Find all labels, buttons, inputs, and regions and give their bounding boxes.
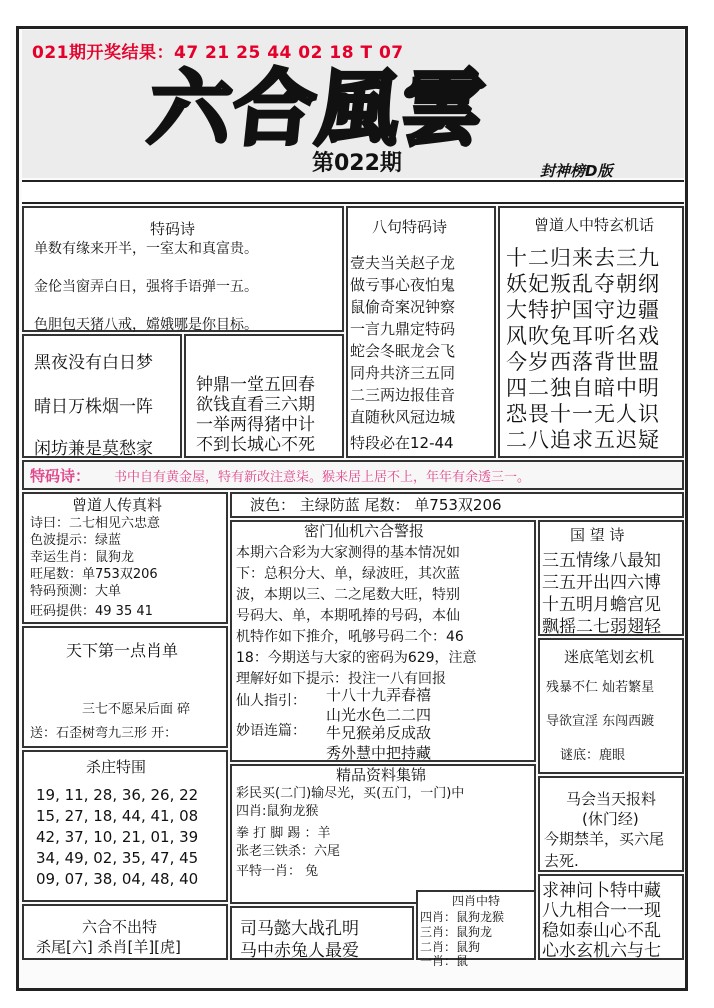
tianxia-title: 天下第一点肖单: [66, 641, 179, 660]
miaoyu-line: 牛兄猴弟反成敌: [326, 724, 432, 742]
eight-poem-line: 二三两边报佳音: [350, 386, 456, 404]
poem1-line: 色胆包天猪八戒，嫦娥哪是你目标。: [34, 317, 258, 333]
riddle-mid-line: 欲钱直看三六期: [196, 395, 315, 415]
riddle-mid-line: 不到长城心不死: [196, 435, 315, 455]
mahui-line: 今期禁羊，买六尾: [544, 830, 665, 848]
daoren-line: 十二归来去三九: [506, 246, 660, 270]
tema-strip-text: 书中自有黄金屋，特有新改注意柒。猴来居上居不上，年年有余透三一。: [114, 470, 531, 485]
shazhuang-row: 19, 11, 28, 36, 26, 22: [36, 786, 199, 804]
header-divider: [22, 180, 684, 204]
daoren-line: 四二独自暗中明: [506, 376, 660, 400]
logo-title: 六合風雲: [144, 61, 491, 157]
draw-result: 021期开奖结果：47 21 25 44 02 18 T 07: [32, 43, 404, 63]
eight-poem-title: 八句特码诗: [372, 218, 448, 236]
shazhuang-row: 15, 27, 18, 44, 41, 08: [36, 807, 199, 825]
eight-poem-line: 特段必在12-44: [350, 434, 454, 452]
riddle-line: 闲坊兼是莫愁家: [34, 439, 153, 459]
mahui-title: 马会当天报料: [566, 790, 657, 808]
daoren-line: 恐畏十一无人识: [506, 402, 660, 426]
poem1-line: 单数有缘来开半，一室太和真富贵。: [34, 241, 258, 257]
zeng-line: 特码预测：大单: [30, 584, 122, 599]
qiushen-line: 稳如泰山心不乱: [542, 921, 661, 941]
jingpin-line: 拳 打 脚 踢 ：羊: [236, 826, 331, 841]
qiushen-line: 心水玄机六与七: [542, 941, 661, 961]
mahui-line: 去死.: [544, 852, 579, 870]
eight-poem-line: 壹夫当关赵子龙: [350, 254, 456, 272]
issue-number: 第022期: [312, 151, 402, 176]
riddle-mid-line: 钟鼎一堂五回春: [196, 375, 315, 395]
eight-poem-line: 鼠偷奇案况钟察: [350, 298, 456, 316]
sima-line: 马中赤兔人最爱: [240, 941, 359, 961]
tianxia-line: 送：石歪树弯九三形 开：: [30, 726, 178, 741]
daoren-line: 今岁西落背世盟: [506, 350, 660, 374]
mimen-line: 本期六合彩为大家测得的基本情况如: [236, 545, 460, 561]
jingpin-line: 平特一肖： 兔: [236, 864, 319, 879]
sixiao-line: 一肖：鼠: [420, 954, 469, 968]
buchu-line: 杀尾[六] 杀肖[羊][虎]: [36, 938, 181, 956]
tianxia-line: 三七不愿呆后面 碎: [82, 702, 191, 717]
tema-strip-label: 特码诗：: [30, 467, 91, 485]
miaoyu-label: 妙语连篇：: [236, 723, 306, 739]
daoren-title: 曾道人中特玄机话: [534, 216, 655, 234]
jingpin-title: 精品资料集锦: [336, 766, 427, 784]
midi-line: 导欲宣淫 东闯西踱: [546, 714, 655, 729]
midi-title: 迷底笔划玄机: [564, 648, 655, 666]
daoren-line: 妖妃叛乱夺朝纲: [506, 272, 660, 296]
mahui-subtitle: (休门经): [582, 810, 639, 828]
poem1-line: 金伦当窗弄白日，强将手语弹一五。: [34, 279, 258, 295]
zeng-line: 旺尾数：单753双206: [30, 567, 158, 582]
shazhuang-row: 09, 07, 38, 04, 48, 40: [36, 870, 199, 888]
mimen-line: 下：总积分大、单，绿波旺，其次蓝: [236, 566, 460, 582]
zhiyin-line: 十八十九弄春禧: [326, 686, 432, 704]
shazhuang-title: 杀庄特围: [86, 758, 147, 776]
guowang-line: 三五情缘八最知: [542, 551, 661, 571]
mimen-line: 理解好如下提示：投注一八有回报: [236, 671, 446, 687]
eight-poem-line: 直随秋风冠边城: [350, 408, 456, 426]
daoren-line: 二八追求五迟疑: [506, 428, 660, 452]
qiushen-line: 八九相合一一现: [542, 901, 661, 921]
zeng-line: 诗曰：二七相见六忠意: [30, 516, 161, 531]
mimen-line: 机特作如下推介，吼够号码二个：46: [236, 629, 464, 645]
color-row-text: 波色： 主绿防蓝 尾数： 单753双206: [250, 496, 502, 514]
sima-line: 司马懿大战孔明: [240, 919, 359, 939]
tema-poem-title: 特码诗: [150, 220, 196, 238]
guowang-line: 三五开出四六博: [542, 573, 661, 593]
jingpin-line: 四肖:鼠狗龙猴: [236, 804, 319, 819]
daoren-line: 风吹兔耳听名戏: [506, 324, 660, 348]
eight-poem-line: 同舟共济三五同: [350, 364, 456, 382]
eight-poem-line: 蛇会冬眠龙会飞: [350, 342, 456, 360]
qiushen-line: 求神问卜特中藏: [542, 881, 661, 901]
mimen-line: 波，本期以三、二之尾数大旺，特别: [236, 587, 460, 603]
jingpin-line: 张老三铁杀：六尾: [236, 844, 341, 859]
midi-answer: 谜底：鹿眼: [560, 748, 626, 763]
guowang-title: 国 望 诗: [570, 526, 625, 544]
miaoyu-line: 秀外慧中把持藏: [326, 744, 432, 762]
daoren-line: 大特护国守边疆: [506, 298, 660, 322]
riddle-mid-line: 一举两得猪中计: [196, 415, 315, 435]
zeng-line: 旺码提供：49 35 41: [30, 604, 153, 619]
mimen-title: 密门仙机六合警报: [304, 522, 425, 540]
sixiao-line: 三肖：鼠狗龙: [420, 925, 493, 939]
jingpin-line: 彩民买(二门)输尽光，买(五门，一门)中: [236, 786, 465, 801]
buchu-title: 六合不出特: [82, 918, 158, 936]
mimen-line: 号码大、单，本期吼捧的号码，本仙: [236, 608, 460, 624]
zeng-line: 色波提示：绿蓝: [30, 533, 122, 548]
zeng-title: 曾道人传真料: [72, 496, 163, 514]
eight-poem-line: 一言九鼎定特码: [350, 320, 456, 338]
mimen-line: 18：今期送与大家的密码为629，注意: [236, 650, 477, 666]
guowang-line: 飘摇二七弱翅轻: [542, 617, 661, 637]
sixiao-line: 四肖：鼠狗龙猴: [420, 910, 505, 924]
zhiyin-line: 山光水色二二四: [326, 706, 432, 724]
shazhuang-row: 34, 49, 02, 35, 47, 45: [36, 849, 199, 867]
guowang-line: 十五明月蟾宫见: [542, 595, 661, 615]
riddle-line: 黑夜没有白日梦: [34, 353, 153, 373]
sixiao-line: 二肖：鼠狗: [420, 940, 481, 954]
edition-label: 封神榜D版: [540, 162, 613, 180]
eight-poem-line: 做亏事心夜怕鬼: [350, 276, 456, 294]
shazhuang-row: 42, 37, 10, 21, 01, 39: [36, 828, 199, 846]
midi-line: 残暴不仁 灿若繁星: [546, 680, 655, 695]
zhiyin-label: 仙人指引：: [236, 693, 306, 709]
riddle-line: 晴日万株烟一阵: [34, 397, 153, 417]
sixiao-title: 四肖中特: [452, 894, 501, 908]
zeng-line: 幸运生肖：鼠狗龙: [30, 550, 135, 565]
